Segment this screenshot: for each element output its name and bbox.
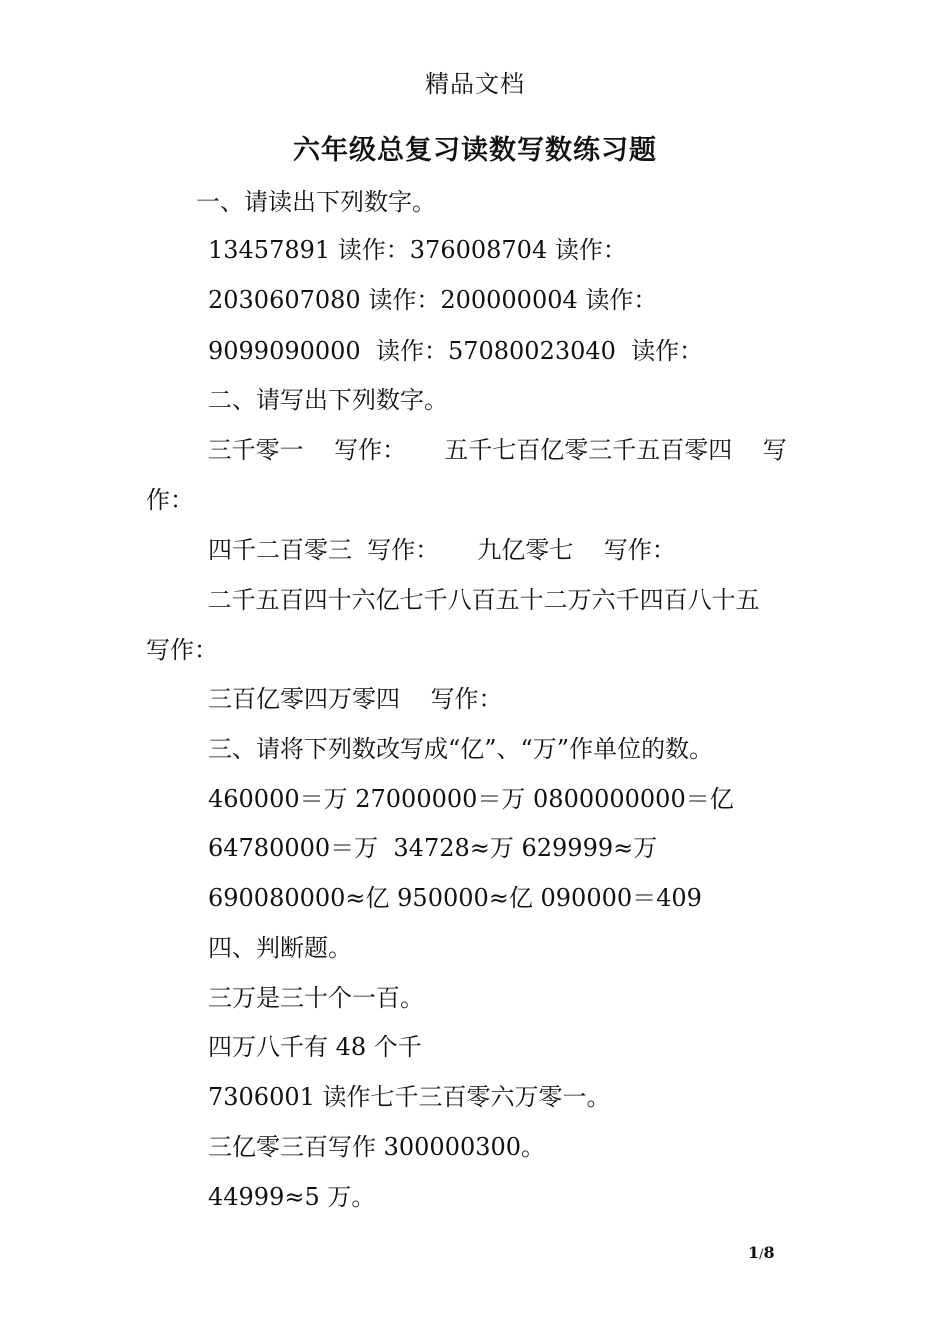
text-line: 64780000＝万 34728≈万 629999≈万 [208,834,658,862]
page-separator: / [759,1247,764,1262]
section-1-heading: 一、请读出下列数字。 [196,188,436,216]
page-current: 1 [748,1243,760,1262]
text-line: 二千五百四十六亿七千八百五十二万六千四百八十五 [200,586,760,614]
section-4-heading: 四、判断题。 [208,934,352,962]
text-line: 44999≈5 万。 [208,1183,376,1211]
text-line: 9099090000 读作：57080023040 读作： [208,337,704,365]
text-line: 三百亿零四万零四 写作： [208,685,503,713]
text-line: 460000＝万 27000000＝万 0800000000＝亿 [208,785,734,813]
text-line: 2030607080 读作：200000004 读作： [208,286,658,314]
page-total: 8 [763,1243,775,1262]
text-line: 四千二百零三 写作： 九亿零七 写作： [208,536,676,564]
document-header: 精品文档 [425,70,525,98]
text-line: 13457891 读作：376008704 读作： [208,236,627,264]
text-line: 7306001 读作七千三百零六万零一。 [208,1083,611,1111]
text-line: 三万是三十个一百。 [208,984,424,1012]
page-number [748,1243,775,1262]
text-line: 690080000≈亿 950000≈亿 090000＝409 [208,884,702,912]
text-line-wrap: 写作： [146,636,218,664]
section-2-heading: 二、请写出下列数字。 [208,386,448,414]
text-line-wrap: 作： [146,486,194,514]
document-title: 六年级总复习读数写数练习题 [293,135,657,166]
text-line: 四万八千有 48 个千 [208,1033,422,1061]
text-line: 三千零一 写作： 五千七百亿零三千五百零四 写 [200,436,787,464]
section-3-heading: 三、请将下列数改写成“亿”、“万”作单位的数。 [208,735,714,763]
text-line: 三亿零三百写作 300000300。 [208,1133,546,1161]
